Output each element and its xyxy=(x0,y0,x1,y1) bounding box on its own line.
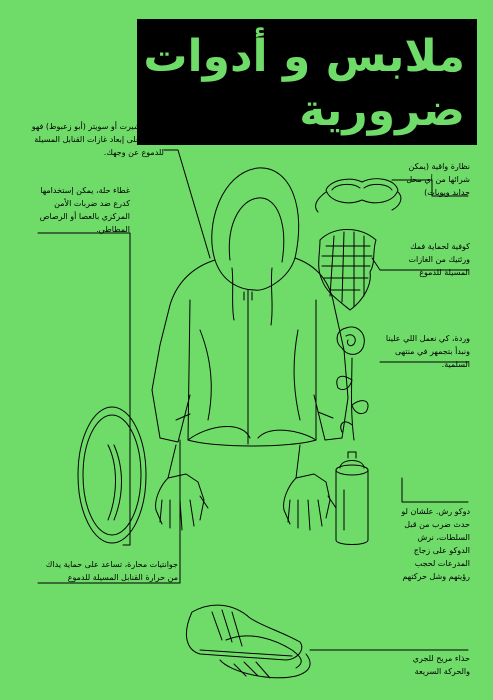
caption-hoodie: سويت شيرت أو سويتر (أبو زعبوط) فهو يساعد على إبعاد غازات القنابل المسيلة للدموع عن وجهك. xyxy=(31,122,164,157)
title-line-2: ضرورية xyxy=(299,85,465,136)
keffiyeh-icon xyxy=(319,230,376,311)
caption-sneakers: حذاء مريح للجري والحركة السريعة xyxy=(412,654,470,676)
hoodie-icon xyxy=(152,168,348,446)
caption-keffiyeh: كوفية لحماية فمك ورئتيك من الغازات المسيلة للدموع xyxy=(408,242,470,277)
title-line-1: ملابس و أدوات xyxy=(143,31,465,82)
caption-rose: وردة، كي نعمل اللي علينا ونبدأ بتجمهر في منتهى السلمية. xyxy=(385,334,470,369)
caption-gloves: جوانتيات محارة، تساعد على حماية يداك من حرارة القنابل المسيلة للدموع xyxy=(45,560,178,582)
gloves-icon xyxy=(156,445,336,530)
lid-icon xyxy=(78,407,146,543)
rose-icon xyxy=(337,327,368,440)
goggles-icon xyxy=(316,179,401,212)
title-box xyxy=(137,19,477,145)
sneakers-icon xyxy=(186,605,310,678)
spray-can-icon xyxy=(336,452,368,545)
caption-spray-can: دوكو رش. علشان لو حدث ضرب من قبل السلطات، نرش الدوكو على زجاج المدرعات لحجب رؤيتهم وشل حركتهم xyxy=(401,507,470,581)
caption-goggles: نظارة واقية (يمكن شرائها من أي محل حدايد وبويات) xyxy=(406,162,470,197)
caption-lid: غطاء حلة، يمكن إستخدامها كدرع ضد ضربات الأمن المركزي بالعصا أو الرصاص المطاطي. xyxy=(39,186,130,234)
